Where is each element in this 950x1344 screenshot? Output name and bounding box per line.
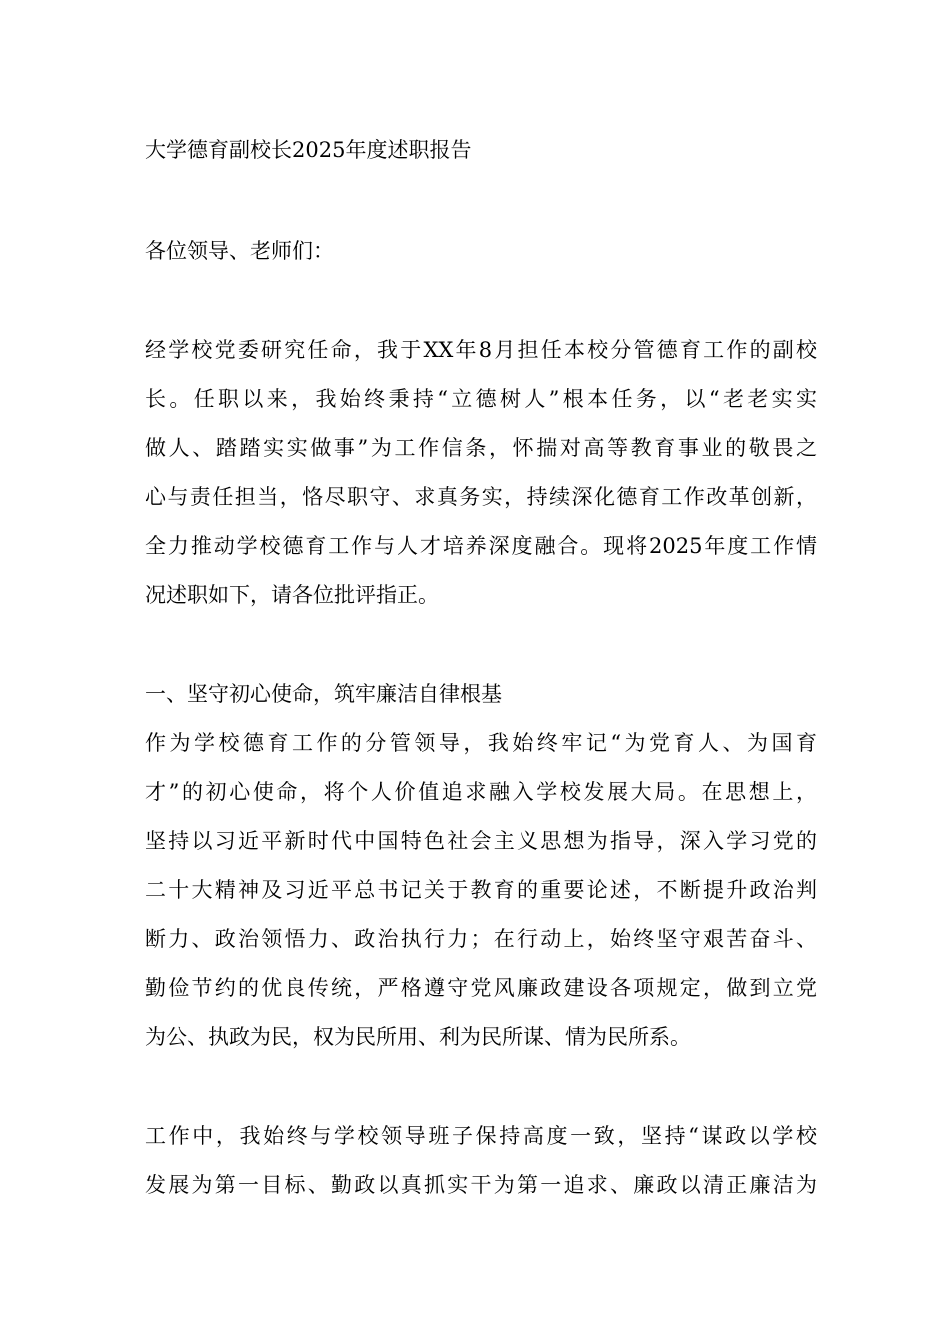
- paragraph-line: 工作中，我始终与学校领导班子保持高度一致，坚持“谋政以学校: [145, 1124, 817, 1148]
- paragraph-line: 作为学校德育工作的分管领导，我始终牢记“为党育人、为国育: [145, 731, 817, 755]
- paragraph-line: 心与责任担当，恪尽职守、求真务实，持续深化德育工作改革创新，: [145, 485, 817, 509]
- paragraph-line: 坚持以习近平新时代中国特色社会主义思想为指导，深入学习党的: [145, 829, 817, 853]
- paragraph-line: 长。任职以来，我始终秉持“立德树人”根本任务，以“老老实实: [145, 387, 817, 411]
- paragraph-line: 况述职如下，请各位批评指正。: [145, 583, 439, 607]
- document-title: 大学德育副校长2025年度述职报告: [145, 138, 472, 162]
- paragraph-line: 才”的初心使命，将个人价值追求融入学校发展大局。在思想上，: [145, 780, 817, 804]
- salutation: 各位领导、老师们：: [145, 239, 334, 263]
- paragraph-line: 勤俭节约的优良传统，严格遵守党风廉政建设各项规定，做到立党: [145, 976, 817, 1000]
- paragraph-line: 为公、执政为民，权为民所用、利为民所谋、情为民所系。: [145, 1025, 691, 1049]
- paragraph-line: 断力、政治领悟力、政治执行力；在行动上，始终坚守艰苦奋斗、: [145, 927, 817, 951]
- paragraph-line: 经学校党委研究任命，我于XX年8月担任本校分管德育工作的副校: [145, 338, 817, 362]
- paragraph-line: 做人、踏踏实实做事”为工作信条，怀揣对高等教育事业的敬畏之: [145, 436, 817, 460]
- paragraph-line: 发展为第一目标、勤政以真抓实干为第一追求、廉政以清正廉洁为: [145, 1173, 817, 1197]
- paragraph-line: 全力推动学校德育工作与人才培养深度融合。现将2025年度工作情: [145, 534, 817, 558]
- paragraph-line: 二十大精神及习近平总书记关于教育的重要论述，不断提升政治判: [145, 878, 817, 902]
- section-heading: 一、坚守初心使命，筑牢廉洁自律根基: [145, 682, 502, 706]
